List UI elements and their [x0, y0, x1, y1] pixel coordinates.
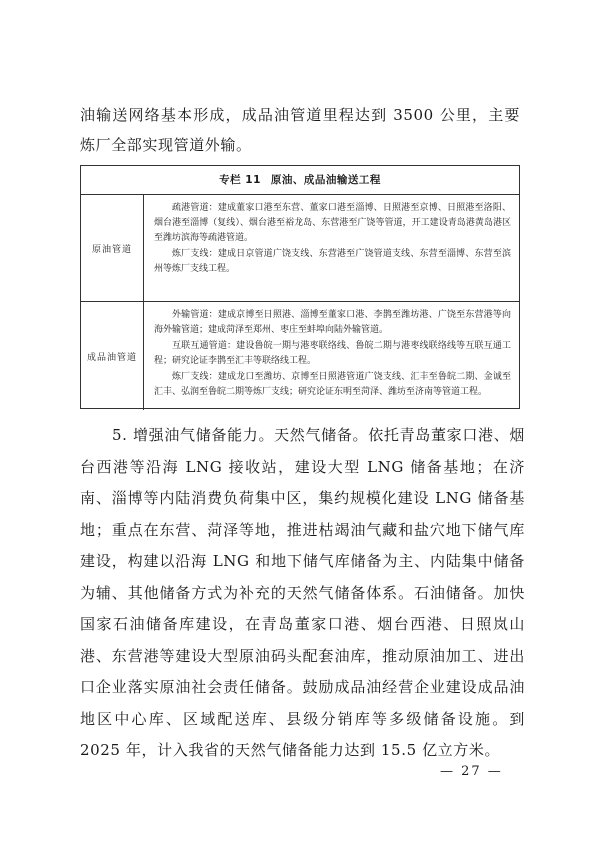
intro-text: 油输送网络基本形成，成品油管道里程达到 3500 公里，主要炼厂全部实现管道外输。	[80, 106, 520, 154]
row-label: 成品油管道	[81, 302, 144, 410]
row-paragraph: 疏港管道：建成董家口港至东营、董家口港至淄博、日照港至京博、日照港至洛阳、烟台港至淄博（复线）、烟台港至裕龙岛、东营港至广饶等管道，开工建设青岛港黄岛港区至潍坊滨海等疏港管道。	[154, 203, 511, 243]
row-label: 原油管道	[81, 195, 144, 301]
table-row-refined-oil	[81, 302, 519, 410]
column-box-header	[81, 166, 519, 195]
row-paragraph: 炼厂支线：建成日京管道广饶支线、东营港至广饶管道支线、东营至淄博、东营至滨州等炼厂支线工程。	[154, 249, 511, 274]
intro-paragraph	[80, 100, 520, 160]
row-body	[144, 195, 519, 301]
table-row-crude-oil	[81, 195, 519, 302]
row-paragraph: 炼厂支线：建成龙口至潍坊、京博至日照港管道广饶支线、汇丰至鲁皖二期、金诚至汇丰、弘润至鲁皖二期等炼厂支线；研究论证东明至菏泽、潍坊至济南等管道工程。	[154, 372, 511, 397]
row-paragraph: 外输管道：建成京博至日照港、淄博至董家口港、李鹊至潍坊港、广饶至东营港等向海外输管道；建成菏泽至郑州、枣庄至蚌埠向陆外输管道。	[154, 310, 511, 335]
column-box	[80, 165, 520, 409]
column-label: 专栏 11	[219, 174, 261, 186]
body-paragraph	[80, 420, 525, 767]
column-title: 原油、成品油输送工程	[270, 174, 381, 186]
page-number: — 27 —	[440, 764, 503, 779]
body-text: 5. 增强油气储备能力。天然气储备。依托青岛董家口港、烟台西港等沿海 LNG 接收站，建设大型 LNG 储备基地；在济南、淄博等内陆消费负荷集中区，集约规模化建设 LNG 储备基地；重点在东营、菏泽等地，推进枯竭油气藏和盐穴地下储气库建设，构建以沿海 LNG 和地下储气库储备为主、内陆集中储备为辅、其他储备方式为补充的天然气储备体系。石油储备。加快国家石油储备库建设，在青岛董家口港、烟台西港、日照岚山港、东营港等建设大型原油码头配套油库，推动原油加工、进出口企业落实原油社会责任储备。鼓励成品油经营企业建设成品油地区中心库、区域配送库、县级分销库等多级储备设施。到 2025 年，计入我省的天然气储备能力达到 15.5 亿立方米。	[80, 426, 525, 759]
row-paragraph: 互联互通管道：建设鲁皖一期与港枣联络线、鲁皖二期与港枣线联络线等互联互通工程；研究论证李鹊至汇丰等联络线工程。	[154, 341, 511, 366]
row-body	[144, 302, 519, 410]
